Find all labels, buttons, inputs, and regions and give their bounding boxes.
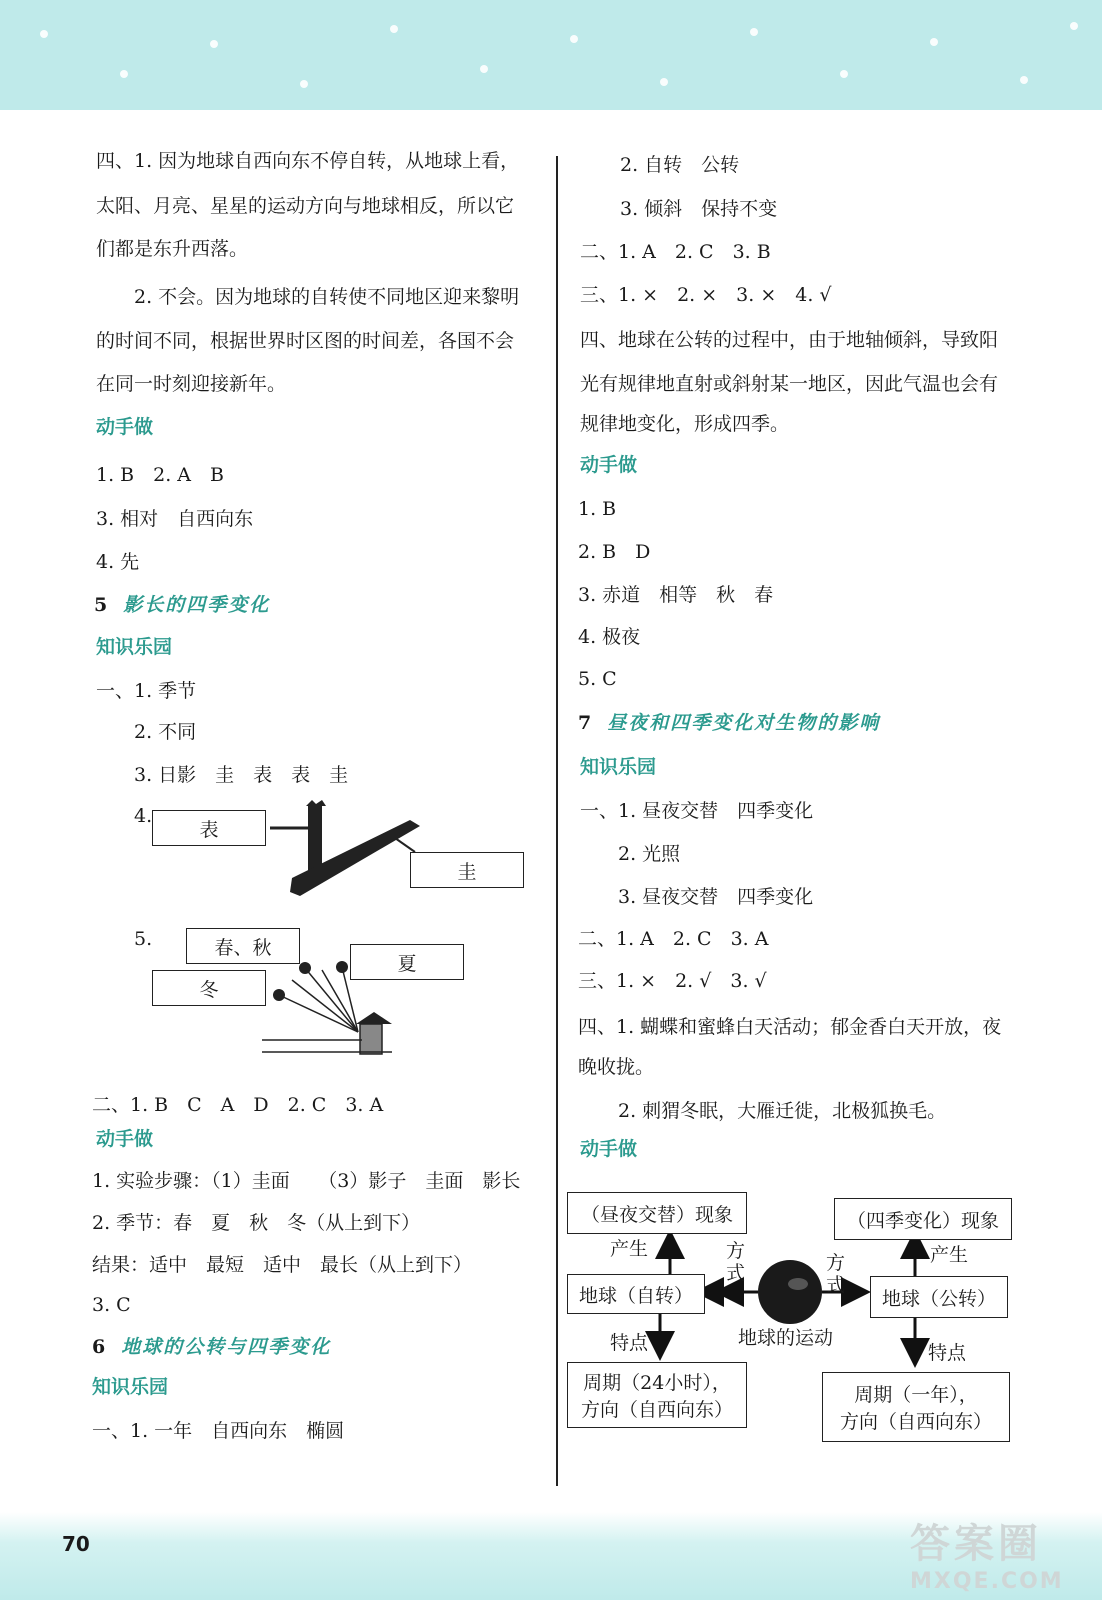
answer-4-1-line: 四、1. 因为地球自西向东不停自转，从地球上看， — [96, 150, 520, 172]
answer-4-2-line: 的时间不同，根据世界时区图的时间差，各国不会 — [96, 330, 515, 352]
answer-line: 四、1. 蝴蝶和蜜蜂白天活动；郁金香白天开放，夜 — [578, 1016, 1002, 1038]
label-produce: 产生 — [930, 1244, 969, 1266]
lesson-number: 6 — [92, 1336, 108, 1358]
decor-dot — [120, 70, 128, 78]
answer-line: 四、地球在公转的过程中，由于地轴倾斜，导致阳 — [580, 329, 999, 351]
lesson-title-text: 地球的公转与四季变化 — [121, 1336, 332, 1358]
decor-dot — [480, 65, 488, 73]
answer-line: 2. B D — [578, 541, 651, 563]
decor-dot — [840, 70, 848, 78]
answer-line: 4. 极夜 — [578, 626, 641, 648]
earth-motion-caption: 地球的运动 — [738, 1327, 834, 1349]
decor-dot — [930, 38, 938, 46]
earth-revolution-box: 地球（公转） — [870, 1276, 1008, 1318]
decor-dot — [660, 78, 668, 86]
rotation-period-box — [567, 1362, 747, 1428]
label-box-winter: 冬 — [152, 970, 266, 1006]
decor-dot — [210, 40, 218, 48]
watermark-logo — [910, 1512, 1064, 1594]
period-text: 周期（一年）， — [854, 1384, 978, 1406]
answer-line: 1. B 2. A B — [96, 464, 224, 486]
watermark-text: 答案圈 — [910, 1521, 1042, 1567]
section-heading-knowledge: 知识乐园 — [580, 756, 657, 778]
answer-line: 2. 刺猬冬眠，大雁迁徙，北极狐换毛。 — [618, 1100, 947, 1122]
label-box-summer: 夏 — [350, 944, 464, 980]
answer-line: 一、1. 一年 自西向东 椭圆 — [92, 1420, 345, 1442]
answer-4-1-line: 太阳、月亮、星星的运动方向与地球相反，所以它 — [96, 195, 515, 217]
lesson-title-6 — [92, 1334, 331, 1360]
decor-dot — [570, 35, 578, 43]
answer-line: 1. B — [578, 498, 617, 520]
decor-dot — [300, 80, 308, 88]
decor-dot — [40, 30, 48, 38]
figure-4-label: 4. — [134, 805, 153, 827]
answer-4-2-line: 2. 不会。因为地球的自转使不同地区迎来黎明 — [134, 286, 520, 308]
label-method: 方式 — [726, 1240, 746, 1284]
direction-text: 方向（自西向东） — [839, 1411, 992, 1433]
answer-line: 3. 赤道 相等 秋 春 — [578, 584, 774, 606]
answer-line: 2. 自转 公转 — [620, 154, 740, 176]
label-box-gui: 圭 — [410, 852, 524, 888]
answer-line: 光有规律地直射或斜射某一地区，因此气温也会有 — [580, 373, 999, 395]
lesson-number: 7 — [578, 712, 594, 734]
answer-line: 3. 昼夜交替 四季变化 — [618, 886, 814, 908]
section-heading-hands-on: 动手做 — [580, 454, 638, 476]
answer-line: 3. 日影 圭 表 表 圭 — [134, 764, 349, 786]
decor-dot — [390, 25, 398, 33]
gnomon-illustration — [270, 800, 430, 905]
lesson-title-5 — [94, 592, 270, 618]
answer-line: 3. C — [92, 1294, 131, 1316]
label-method: 方式 — [826, 1252, 846, 1296]
lesson-number: 5 — [94, 594, 110, 616]
label-produce: 产生 — [610, 1238, 649, 1260]
top-decorative-band — [0, 0, 1102, 110]
label-box-biao: 表 — [152, 810, 266, 846]
section-heading-knowledge: 知识乐园 — [96, 636, 173, 658]
section-heading-hands-on: 动手做 — [96, 416, 154, 438]
answer-line: 3. 相对 自西向东 — [96, 508, 254, 530]
answer-line: 结果：适中 最短 适中 最长（从上到下） — [92, 1254, 473, 1276]
revolution-period-box — [822, 1372, 1010, 1442]
answer-line: 二、1. A 2. C 3. B — [580, 241, 771, 263]
answer-line: 2. 不同 — [134, 721, 197, 743]
section-heading-hands-on: 动手做 — [580, 1138, 638, 1160]
lesson-title-text: 昼夜和四季变化对生物的影响 — [607, 712, 881, 734]
watermark-url: MXQE.COM — [910, 1569, 1064, 1594]
decor-dot — [1070, 22, 1078, 30]
decor-dot — [750, 28, 758, 36]
answer-4-2-line: 在同一时刻迎接新年。 — [96, 373, 287, 395]
label-feature: 特点 — [610, 1332, 649, 1354]
earth-rotation-box: 地球（自转） — [567, 1274, 705, 1314]
phenomenon-box-seasons: （四季变化）现象 — [834, 1198, 1012, 1240]
answer-line: 三、1. × 2. √ 3. √ — [578, 970, 767, 992]
answer-line: 晚收拢。 — [578, 1056, 655, 1078]
answer-line: 二、1. B C A D 2. C 3. A — [92, 1094, 384, 1116]
answer-line: 一、1. 季节 — [96, 680, 197, 702]
page-number: 70 — [62, 1532, 90, 1556]
answer-line: 2. 光照 — [618, 843, 681, 865]
figure-5-label: 5. — [134, 928, 153, 950]
section-heading-hands-on: 动手做 — [96, 1128, 154, 1150]
label-box-spring-autumn: 春、秋 — [186, 928, 300, 964]
answer-line: 一、1. 昼夜交替 四季变化 — [580, 800, 814, 822]
lesson-title-text: 影长的四季变化 — [123, 594, 271, 616]
section-heading-knowledge: 知识乐园 — [92, 1376, 169, 1398]
answer-line: 二、1. A 2. C 3. A — [578, 928, 769, 950]
answer-line: 5. C — [578, 668, 617, 690]
label-feature: 特点 — [928, 1342, 967, 1364]
direction-text: 方向（自西向东） — [580, 1399, 733, 1421]
answer-4-1-line: 们都是东升西落。 — [96, 238, 249, 260]
answer-line: 4. 先 — [96, 551, 140, 573]
answer-line: 3. 倾斜 保持不变 — [620, 198, 778, 220]
decor-dot — [1020, 76, 1028, 84]
period-text: 周期（24小时）， — [583, 1372, 731, 1394]
column-divider — [556, 156, 558, 1486]
answer-line: 三、1. × 2. × 3. × 4. √ — [580, 284, 832, 306]
phenomenon-box-day-night: （昼夜交替）现象 — [567, 1192, 747, 1234]
lesson-title-7 — [578, 710, 880, 736]
answer-line: 2. 季节：春 夏 秋 冬（从上到下） — [92, 1212, 421, 1234]
answer-line: 规律地变化，形成四季。 — [580, 413, 790, 435]
answer-line: 1. 实验步骤：（1）圭面 （3）影子 圭面 影长 — [92, 1170, 521, 1192]
